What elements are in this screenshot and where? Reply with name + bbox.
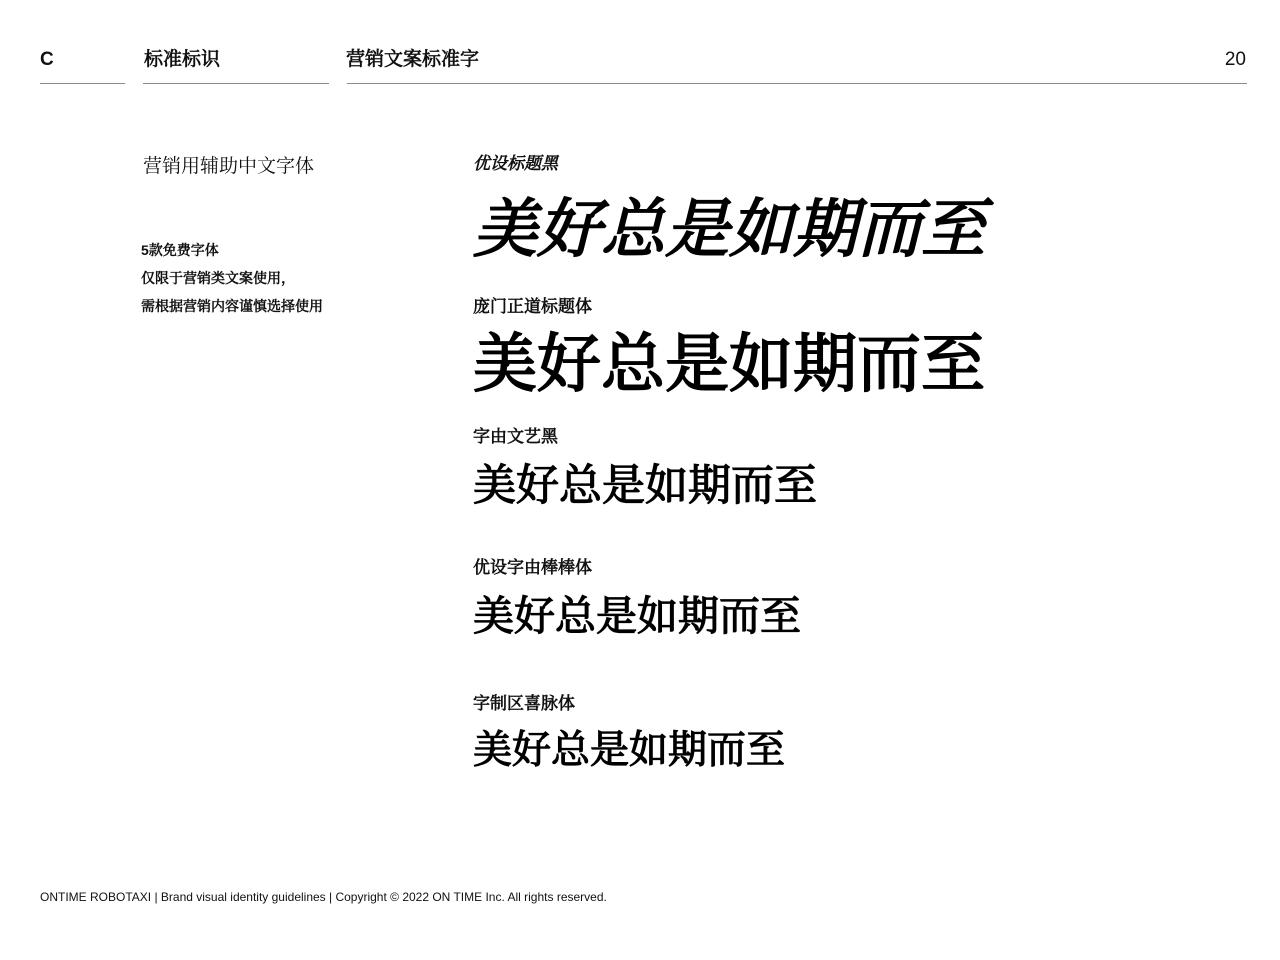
intro-note: 需根据营销内容谨慎选择使用 <box>141 298 323 314</box>
footer-copyright: ONTIME ROBOTAXI | Brand visual identity guidelines | Copyright © 2022 ON TIME Inc. All rights reserved. <box>40 890 607 904</box>
font-sample-text: 美好总是如期而至 <box>473 328 985 400</box>
header-divider-1 <box>40 83 125 84</box>
font-sample-block <box>473 296 985 400</box>
intro-subtitle: 营销用辅助中文字体 <box>143 156 315 177</box>
font-sample-text: 美好总是如期而至 <box>473 729 786 772</box>
font-sample-text: 美好总是如期而至 <box>473 593 801 639</box>
header-divider-2 <box>143 83 329 84</box>
font-name: 字由文艺黑 <box>473 427 558 446</box>
font-sample-text: 美好总是如期而至 <box>473 462 817 510</box>
font-name: 庞门正道标题体 <box>473 297 592 316</box>
font-sample-text: 美好总是如期而至 <box>473 193 985 265</box>
intro-note: 仅限于营销类文案使用， <box>141 270 295 286</box>
font-sample-block <box>473 153 985 265</box>
font-sample-block <box>473 557 801 637</box>
page-number: 20 <box>1224 49 1246 70</box>
section-letter: C <box>40 49 54 70</box>
header-divider-3 <box>347 83 1247 84</box>
font-name: 优设标题黑 <box>473 154 558 173</box>
intro-note: 5款免费字体 <box>141 242 219 258</box>
section-title: 标准标识 <box>144 49 221 70</box>
intro-notes <box>141 236 323 320</box>
font-sample-block <box>473 693 785 770</box>
font-sample-block <box>473 426 817 508</box>
page-title: 营销文案标准字 <box>346 49 480 70</box>
font-name: 优设字由棒棒体 <box>473 558 592 577</box>
font-name: 字制区喜脉体 <box>473 694 575 713</box>
